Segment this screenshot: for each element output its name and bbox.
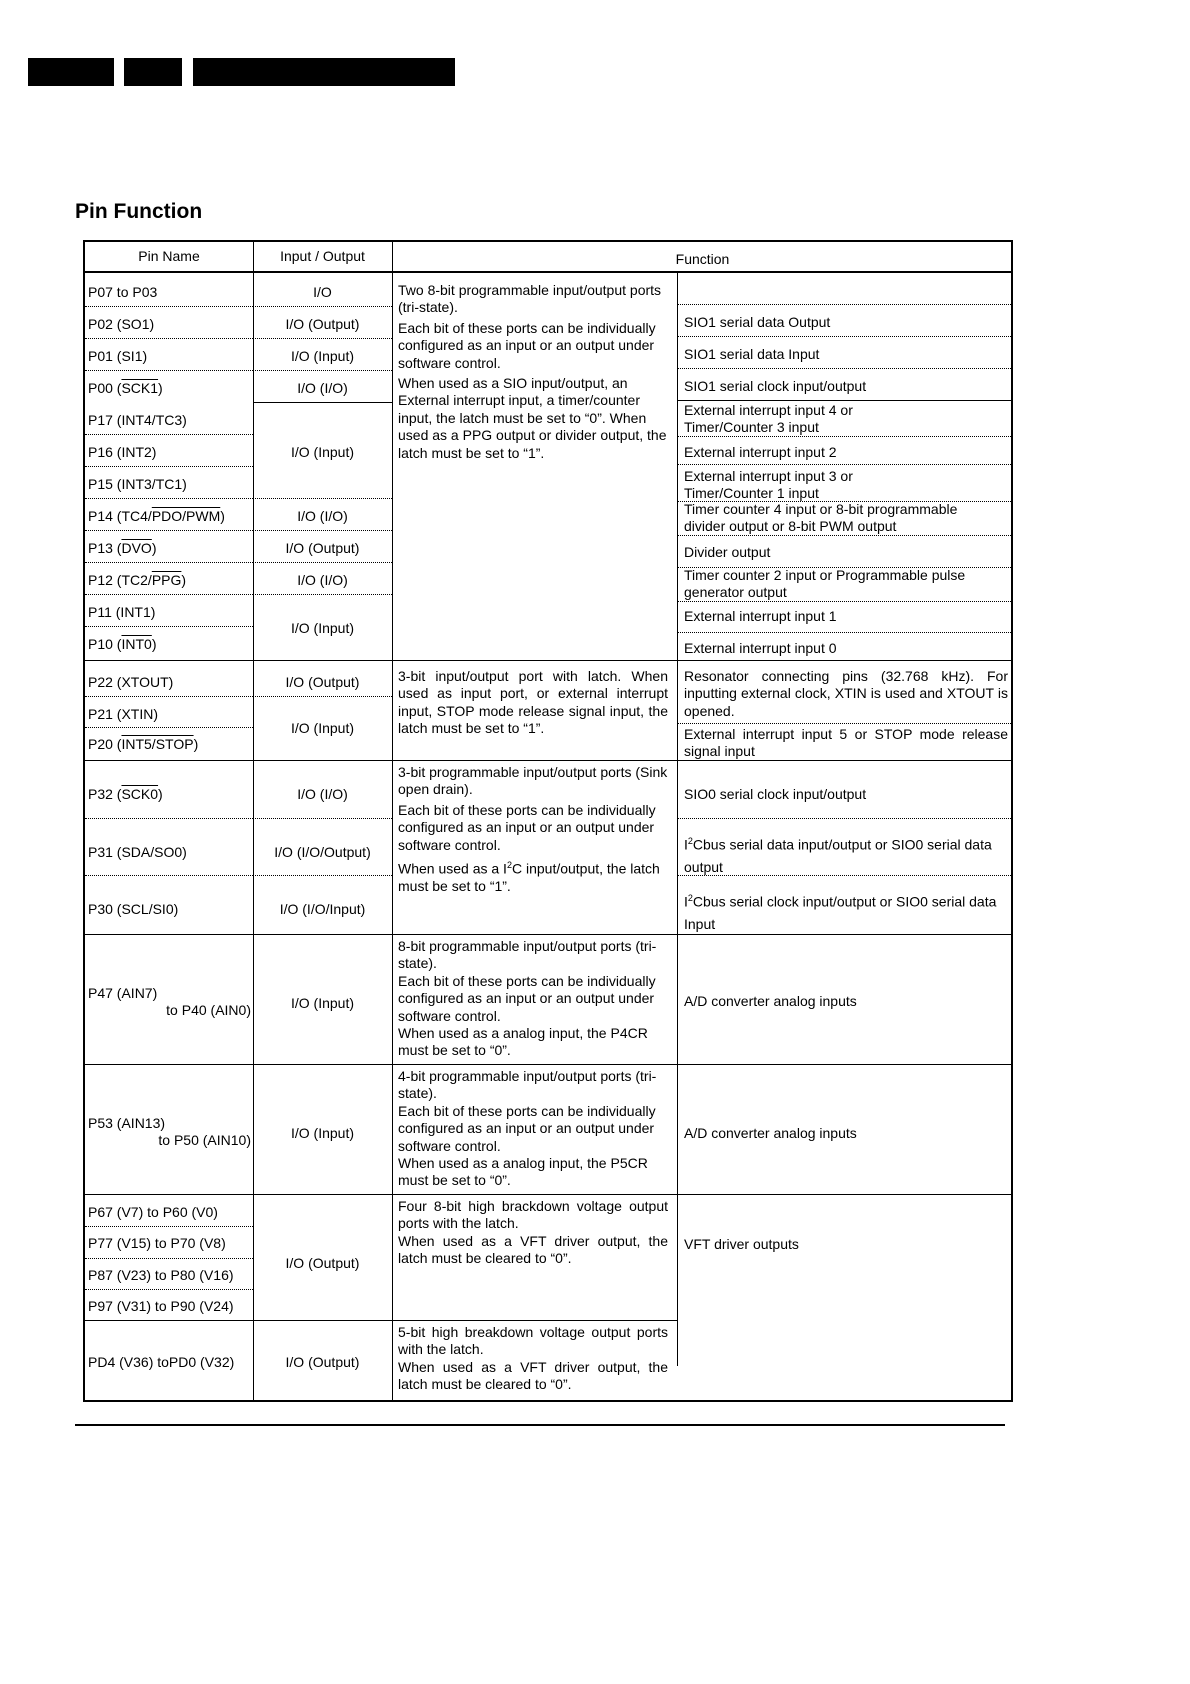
desc-so1: SIO1 serial data Output [684, 314, 831, 330]
io-p13: I/O (Output) [285, 540, 360, 556]
desc-sck1: SIO1 serial clock input/output [684, 378, 867, 394]
header-bar-3 [193, 58, 455, 86]
desc-sep-solid [677, 400, 1011, 401]
desc-sda: $I^2Cbus$ serial data input/output or SIO0 serial data output [684, 836, 992, 875]
io-p02: I/O (Output) [285, 316, 360, 332]
pin-p31: P31 (SDA/SO0) [88, 844, 187, 860]
pin-p47-l1: P47 (AIN7) [88, 985, 158, 1001]
desc-tc2-l2: generator output [684, 584, 787, 600]
desc-int3-l2: Timer/Counter 1 input [684, 485, 819, 501]
io-p30: I/O (I/O/Input) [279, 901, 366, 917]
io-p12: I/O (I/O) [297, 572, 348, 588]
desc-tc4-l2: divider output or 8-bit PWM output [684, 518, 897, 534]
row-sep [85, 530, 253, 531]
row-sep [85, 875, 253, 876]
io-p00: I/O (I/O) [297, 380, 348, 396]
desc-resonator: Resonator connecting pins (32.768 kHz). For inputting external clock, XTIN is used and XTOUT is opened. [684, 668, 1008, 719]
row-sep [85, 818, 253, 819]
desc-sep [677, 368, 1011, 369]
io-p07: I/O [313, 284, 332, 300]
row-sep [85, 562, 253, 563]
io-sep [253, 306, 392, 307]
group2-description: 3-bit input/output port with latch. When used as input port, or external interrupt input, STOP mode release signal input, the latch must be set to “1”. [398, 668, 668, 737]
desc-sep [677, 875, 1011, 876]
pin-p02: P02 (SO1) [88, 316, 155, 332]
group7-description: 5-bit high breakdown voltage output ports with the latch. When used as a VFT driver output, the latch must be cleared to “0”. [398, 1324, 668, 1393]
row-sep [85, 306, 253, 307]
pin-p16: P16 (INT2) [88, 444, 157, 460]
desc-sep [677, 304, 1011, 305]
desc-sep [677, 436, 1011, 437]
header-bar-2 [124, 58, 182, 86]
io-p14: I/O (I/O) [297, 508, 348, 524]
pin-p21: P21 (XTIN) [88, 706, 159, 722]
desc-int1: External interrupt input 1 [684, 608, 837, 624]
row-sep [85, 338, 253, 339]
group-divider-2 [85, 760, 1011, 761]
io-sep [253, 594, 392, 595]
desc-si1: SIO1 serial data Input [684, 346, 820, 362]
pin-p12: P12 $(TC2/\overline{PPG})$ [88, 572, 187, 588]
group-divider-3 [85, 934, 1011, 935]
desc-sep [677, 567, 1011, 568]
desc-sep [677, 336, 1011, 337]
col-header-pin-name: Pin Name [138, 248, 200, 264]
col-header-function: Function [675, 251, 730, 267]
io-sep [253, 370, 392, 371]
row-sep [85, 594, 253, 595]
col-divider-1 [253, 242, 254, 1400]
io-p01: I/O (Input) [290, 348, 355, 364]
desc-vft: VFT driver outputs [684, 1236, 799, 1252]
row-sep [85, 626, 253, 627]
row-sep [85, 434, 253, 435]
pin-p47-l2: to P40 (AIN0) [166, 1002, 251, 1018]
row-sep [85, 1289, 253, 1290]
io-p11-p10: I/O (Input) [290, 620, 355, 636]
desc-sck0: SIO0 serial clock input/output [684, 786, 867, 802]
col-header-io: Input / Output [280, 248, 365, 264]
group-divider-4 [85, 1064, 1011, 1065]
row-sep [85, 1258, 253, 1259]
bottom-rule [75, 1424, 1005, 1426]
group4-description: 8-bit programmable input/output ports (tri-state). Each bit of these ports can be individually configured as an input or an output under software control. When used as a analog input, the P4CR must be set to “0”. [398, 938, 657, 1059]
pin-p00: P00 (SCK1) [88, 380, 163, 396]
io-sep [253, 562, 392, 563]
pin-function-table [83, 240, 1013, 1402]
io-p47: I/O (Input) [290, 995, 355, 1011]
group1-description: Two 8-bit programmable input/output ports (tri-state). Each bit of these ports can be individually configured as an input or an output under software control. When used as a SIO input/output, an External interrupt input, a timer/counter input, the latch must be set to “0”. When used as a PPG output or divider output, the latch must be set to “1”. [398, 282, 667, 461]
pin-pd4: PD4 (V36) toPD0 (V32) [88, 1354, 235, 1370]
desc-sep [677, 818, 1011, 819]
pin-p17: P17 (INT4/TC3) [88, 412, 187, 428]
desc-sep [677, 632, 1011, 633]
io-pd4: I/O (Output) [285, 1354, 360, 1370]
io-p17-p15: I/O (Input) [290, 444, 355, 460]
pin-p22: P22 (XTOUT) [88, 674, 174, 690]
row-sep [85, 696, 253, 697]
pin-p32: P32 (SCK0) [88, 786, 163, 802]
desc-int4-l1: External interrupt input 4 or [684, 402, 853, 418]
desc-sep [677, 723, 1011, 724]
io-p67-p90: I/O (Output) [285, 1255, 360, 1271]
io-sep [253, 530, 392, 531]
group-divider-1 [85, 660, 1011, 661]
pin-p15: P15 (INT3/TC1) [88, 476, 187, 492]
io-p21-p20: I/O (Input) [290, 720, 355, 736]
desc-ad4: A/D converter analog inputs [684, 993, 857, 1009]
header-divider [85, 271, 1011, 273]
io-sep [253, 498, 392, 499]
pin-p53-l2: to P50 (AIN10) [158, 1132, 251, 1148]
io-p22: I/O (Output) [285, 674, 360, 690]
col-divider-2 [392, 242, 393, 1400]
desc-int0: External interrupt input 0 [684, 640, 837, 656]
pin-p07: P07 to P03 [88, 284, 158, 300]
pin-p01: P01 (SI1) [88, 348, 148, 364]
row-sep [85, 727, 253, 728]
pin-p14: P14 (TC4/PDO/PWM) [88, 508, 225, 524]
group6-description: Four 8-bit high brackdown voltage output ports with the latch. When used as a VFT driver output, the latch must be cleared to “0”. [398, 1198, 668, 1267]
pin-p11: P11 (INT1) [88, 604, 156, 620]
io-sep [253, 875, 392, 876]
group3-description: 3-bit programmable input/output ports (Sink open drain). Each bit of these ports can be individually configured as an input or an output under software control. When used as a $I^2C$ input/output, the latch must be set to “1”. [398, 764, 668, 895]
group5-description: 4-bit programmable input/output ports (tri-state). Each bit of these ports can be individually configured as an input or an output under software control. When used as a analog input, the P5CR must be set to “0”. [398, 1068, 657, 1189]
desc-int4-l2: Timer/Counter 3 input [684, 419, 819, 435]
pin-p30: P30 (SCL/SI0) [88, 901, 179, 917]
page-title: Pin Function [75, 200, 203, 223]
desc-int2: External interrupt input 2 [684, 444, 837, 460]
pin-p53-l1: P53 (AIN13) [88, 1115, 166, 1131]
io-p31: I/O (I/O/Output) [274, 844, 371, 860]
desc-scl: $I^2Cbus$ serial clock input/output or SIO0 serial data Input [684, 893, 997, 932]
io-p53: I/O (Input) [290, 1125, 355, 1141]
header-bar-1 [28, 58, 114, 86]
desc-sep [677, 501, 1011, 502]
io-sep-solid [253, 402, 392, 403]
desc-sep [677, 464, 1011, 465]
pin-p97: P97 (V31) to P90 (V24) [88, 1298, 234, 1314]
row-sep [85, 1226, 253, 1227]
desc-int3-l1: External interrupt input 3 or [684, 468, 853, 484]
io-p32: I/O (I/O) [297, 786, 348, 802]
io-sep [253, 696, 392, 697]
pin-p67: P67 (V7) to P60 (V0) [88, 1204, 218, 1220]
pin-p77: P77 (V15) to P70 (V8) [88, 1235, 226, 1251]
group-divider-5 [85, 1194, 1011, 1195]
desc-dvo: Divider output [684, 544, 771, 560]
desc-int5: External interrupt input 5 or STOP mode release signal input [684, 726, 1008, 760]
pin-p13: P13 $(\overline{DVO})$ [88, 540, 157, 556]
desc-tc2-l1: Timer counter 2 input or Programmable pulse [684, 567, 966, 583]
desc-tc4-l1: Timer counter 4 input or 8-bit programmable [684, 501, 958, 517]
desc-sep [677, 601, 1011, 602]
row-sep [85, 466, 253, 467]
pin-p87: P87 (V23) to P80 (V16) [88, 1267, 234, 1283]
pin-p10: P10 (INT0) [88, 636, 157, 652]
row-sep [85, 498, 253, 499]
row-sep [85, 370, 253, 371]
pin-p20: P20 (INT5/STOP) [88, 736, 199, 752]
group-divider-6 [85, 1320, 677, 1321]
io-sep [253, 818, 392, 819]
io-sep [253, 338, 392, 339]
desc-sep [677, 535, 1011, 536]
desc-ad5: A/D converter analog inputs [684, 1125, 857, 1141]
